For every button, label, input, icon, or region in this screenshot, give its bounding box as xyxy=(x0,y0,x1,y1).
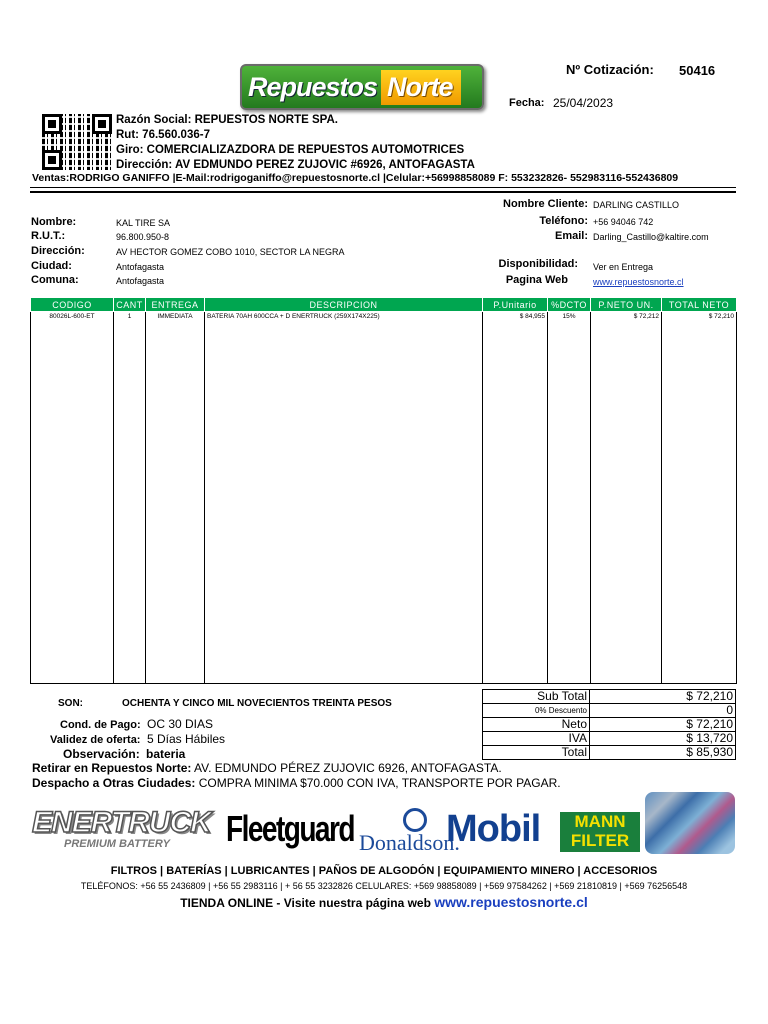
logo-word-repuestos: Repuestos xyxy=(248,71,378,102)
footer-tienda: TIENDA ONLINE - Visite nuestra página web xyxy=(180,896,431,910)
cell-dcto: 15% xyxy=(548,312,591,684)
cond-pago-label: Cond. de Pago: xyxy=(60,719,141,731)
logo-word-norte: Norte xyxy=(381,70,461,105)
fecha-label: Fecha: xyxy=(509,97,545,109)
pagina-web-label: Pagina Web xyxy=(505,274,568,286)
company-logo xyxy=(240,64,484,110)
nombre-value: KAL TIRE SA xyxy=(116,218,171,228)
total-label: Total xyxy=(483,746,590,760)
footer-web-link[interactable]: www.repuestosnorte.cl xyxy=(434,894,588,910)
son-value: OCHENTA Y CINCO MIL NOVECIENTOS TREINTA PESOS xyxy=(122,698,392,709)
col-header-codigo: CODIGO xyxy=(31,298,114,312)
col-header-dcto: %DCTO xyxy=(548,298,591,312)
telefono-value: +56 94046 742 xyxy=(593,217,654,227)
col-header-unitario: P.Unitario xyxy=(483,298,548,312)
descuento-label: 0% Descuento xyxy=(483,704,590,718)
col-header-descripcion: DESCRIPCION xyxy=(205,298,483,312)
col-header-neto-un: P.NETO UN. xyxy=(591,298,662,312)
donaldson-logo: Donaldson. xyxy=(359,830,460,855)
divider xyxy=(30,187,736,188)
iva-label: IVA xyxy=(483,732,590,746)
despacho-value: COMPRA MINIMA $70.000 CON IVA, TRANSPORTE POR PAGAR. xyxy=(198,776,561,790)
totals-row xyxy=(483,732,736,746)
mobil-logo: Mobil xyxy=(446,808,541,850)
son-label: SON: xyxy=(58,698,83,709)
company-giro: Giro: COMERCIALIZAZDORA DE REPUESTOS AUTOMOTRICES xyxy=(116,144,465,156)
qr-finder-icon xyxy=(42,150,62,170)
cell-entrega: IMMEDIATA xyxy=(146,312,205,684)
divider xyxy=(30,191,736,193)
validez-label: Validez de oferta: xyxy=(50,734,141,746)
totals-row xyxy=(483,690,736,704)
observacion-value: bateria xyxy=(146,747,186,761)
disponibilidad-label: Disponibilidad: xyxy=(498,258,578,270)
qr-code xyxy=(42,114,112,170)
comuna-value: Antofagasta xyxy=(116,276,165,286)
direccion-value: AV HECTOR GOMEZ COBO 1010, SECTOR LA NEGRA xyxy=(116,247,345,257)
enertruck-logo: ENERTRUCK PREMIUM BATTERY xyxy=(32,806,211,850)
ciudad-label: Ciudad: xyxy=(31,260,72,272)
despacho-label: Despacho a Otras Ciudades: xyxy=(32,776,196,790)
email-value: Darling_Castillo@kaltire.com xyxy=(593,232,709,242)
cotizacion-number: 50416 xyxy=(679,63,716,78)
comuna-label: Comuna: xyxy=(31,274,79,286)
nombre-cliente-value: DARLING CASTILLO xyxy=(593,200,680,210)
subtotal-label: Sub Total xyxy=(483,690,590,704)
ventas-contact-line: Ventas:RODRIGO GANIFFO |E-Mail:rodrigoganiffo@repuestosnorte.cl |Celular:+56998858089 F: 553232826- 552983116-552436809 xyxy=(32,172,679,184)
mann-filter-logo: MANN FILTER xyxy=(560,812,640,852)
retirar-label: Retirar en Repuestos Norte: xyxy=(32,761,192,775)
totals-row xyxy=(483,704,736,718)
neto-value: $ 72,210 xyxy=(590,718,736,732)
cell-codigo: 80026L-600-ET xyxy=(31,312,114,684)
donaldson-icon xyxy=(403,808,427,832)
telefono-label: Teléfono: xyxy=(539,215,588,227)
col-header-total-neto: TOTAL NETO xyxy=(662,298,737,312)
cell-cant: 1 xyxy=(114,312,146,684)
fleetguard-logo: Fleetguard xyxy=(226,808,354,849)
total-value: $ 85,930 xyxy=(590,746,736,760)
subtotal-value: $ 72,210 xyxy=(590,690,736,704)
disponibilidad-value: Ver en Entrega xyxy=(593,262,654,272)
cell-descripcion: BATERIA 70AH 600CCA + D ENERTRUCK (259X174X225) xyxy=(205,312,483,684)
fecha-value: 25/04/2023 xyxy=(553,96,614,110)
website-link[interactable]: www.repuestosnorte.cl xyxy=(593,277,684,287)
validez-value: 5 Días Hábiles xyxy=(147,732,226,746)
qr-finder-icon xyxy=(92,114,112,134)
cond-pago-value: OC 30 DIAS xyxy=(147,717,214,731)
neto-label: Neto xyxy=(483,718,590,732)
direccion-label: Dirección: xyxy=(31,245,85,257)
totals-table xyxy=(482,689,736,760)
footer-categories: FILTROS | BATERÍAS | LUBRICANTES | PAÑOS DE ALGODÓN | EQUIPAMIENTO MINERO | ACCESORIOS xyxy=(110,865,658,877)
cell-unitario: $ 84,955 xyxy=(483,312,548,684)
company-direccion: Dirección: AV EDMUNDO PEREZ ZUJOVIC #6926, ANTOFAGASTA xyxy=(116,159,475,171)
col-header-cant: CANT xyxy=(114,298,146,312)
company-rut: Rut: 76.560.036-7 xyxy=(116,129,210,141)
table-row xyxy=(31,312,737,684)
items-table xyxy=(30,297,737,684)
rut-value: 96.800.950-8 xyxy=(116,232,170,242)
col-header-entrega: ENTREGA xyxy=(146,298,205,312)
nombre-label: Nombre: xyxy=(31,216,77,228)
totals-row xyxy=(483,746,736,760)
iva-value: $ 13,720 xyxy=(590,732,736,746)
table-header-row xyxy=(31,298,737,312)
observacion-label: Observación: xyxy=(63,747,140,761)
retirar-value: AV. EDMUNDO PÉREZ ZUJOVIC 6926, ANTOFAGASTA. xyxy=(194,761,502,775)
cell-neto-un: $ 72,212 xyxy=(591,312,662,684)
descuento-value: 0 xyxy=(590,704,736,718)
ciudad-value: Antofagasta xyxy=(116,262,165,272)
razon-social: Razón Social: REPUESTOS NORTE SPA. xyxy=(116,114,338,126)
nombre-cliente-label: Nombre Cliente: xyxy=(503,198,588,210)
qr-finder-icon xyxy=(42,114,62,134)
cotton-rags-image xyxy=(645,792,735,854)
email-label: Email: xyxy=(554,230,588,242)
footer-phones: TELÉFONOS: +56 55 2436809 | +56 55 2983116 | + 56 55 3232826 CELULARES: +569 98858089 | +569 97584262 | +569 21810819 | +569 76256548 xyxy=(80,881,688,891)
brand-logos xyxy=(30,788,736,858)
rut-label: R.U.T.: xyxy=(31,230,66,242)
cell-total-neto: $ 72,210 xyxy=(662,312,737,684)
cotizacion-label: Nº Cotización: xyxy=(566,62,654,77)
totals-row xyxy=(483,718,736,732)
